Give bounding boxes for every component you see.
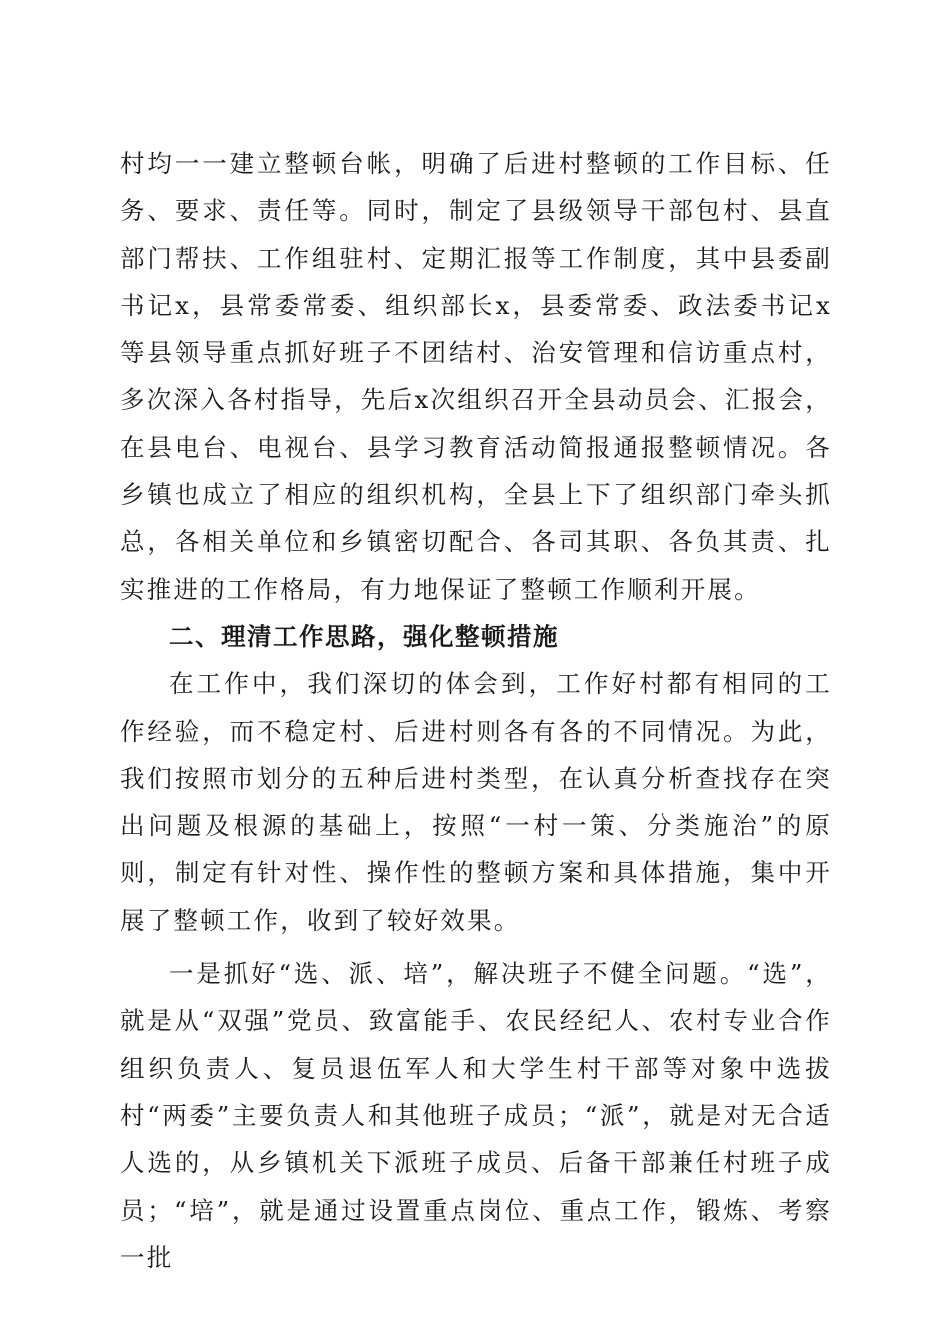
paragraph-work-approach: 在工作中，我们深切的体会到，工作好村都有相同的工作经验，而不稳定村、后进村则各有各的不同情况。为此，我们按照市划分的五种后进村类型，在认真分析查找存在突出问题及根源的基础上，按照“一村一策、分类施治”的原则，制定有针对性、操作性的整顿方案和具体措施，集中开展了整顿工作，收到了较好效果。 [120, 669, 832, 935]
document-body [120, 140, 832, 1281]
paragraph-continued: 村均一一建立整顿台帐，明确了后进村整顿的工作目标、任务、要求、责任等。同时，制定了县级领导干部包村、县直部门帮扶、工作组驻村、定期汇报等工作制度，其中县委副书记x，县常委常委、组织部长x，县委常委、政法委书记x等县领导重点抓好班子不团结村、治安管理和信访重点村，多次深入各村指导，先后x次组织召开全县动员会、汇报会，在县电台、电视台、县学习教育活动简报通报整顿情况。各乡镇也成立了相应的组织机构，全县上下了组织部门牵头抓总，各相关单位和乡镇密切配合、各司其职、各负其责、扎实推进的工作格局，有力地保证了整顿工作顺利开展。 [120, 149, 832, 604]
section-heading: 二、理清工作思路，强化整顿措施 [169, 621, 559, 651]
paragraph-select-dispatch-train: 一是抓好“选、派、培”，解决班子不健全问题。“选”，就是从“双强”党员、致富能手、农民经纪人、农村专业合作组织负责人、复员退伍军人和大学生村干部等对象中选拔村“两委”主要负责人和其他班子成员；“派”，就是对无合适人选的，从乡镇机关下派班子成员、后备干部兼任村班子成员；“培”，就是通过设置重点岗位、重点工作，锻炼、考察一批 [120, 959, 832, 1272]
